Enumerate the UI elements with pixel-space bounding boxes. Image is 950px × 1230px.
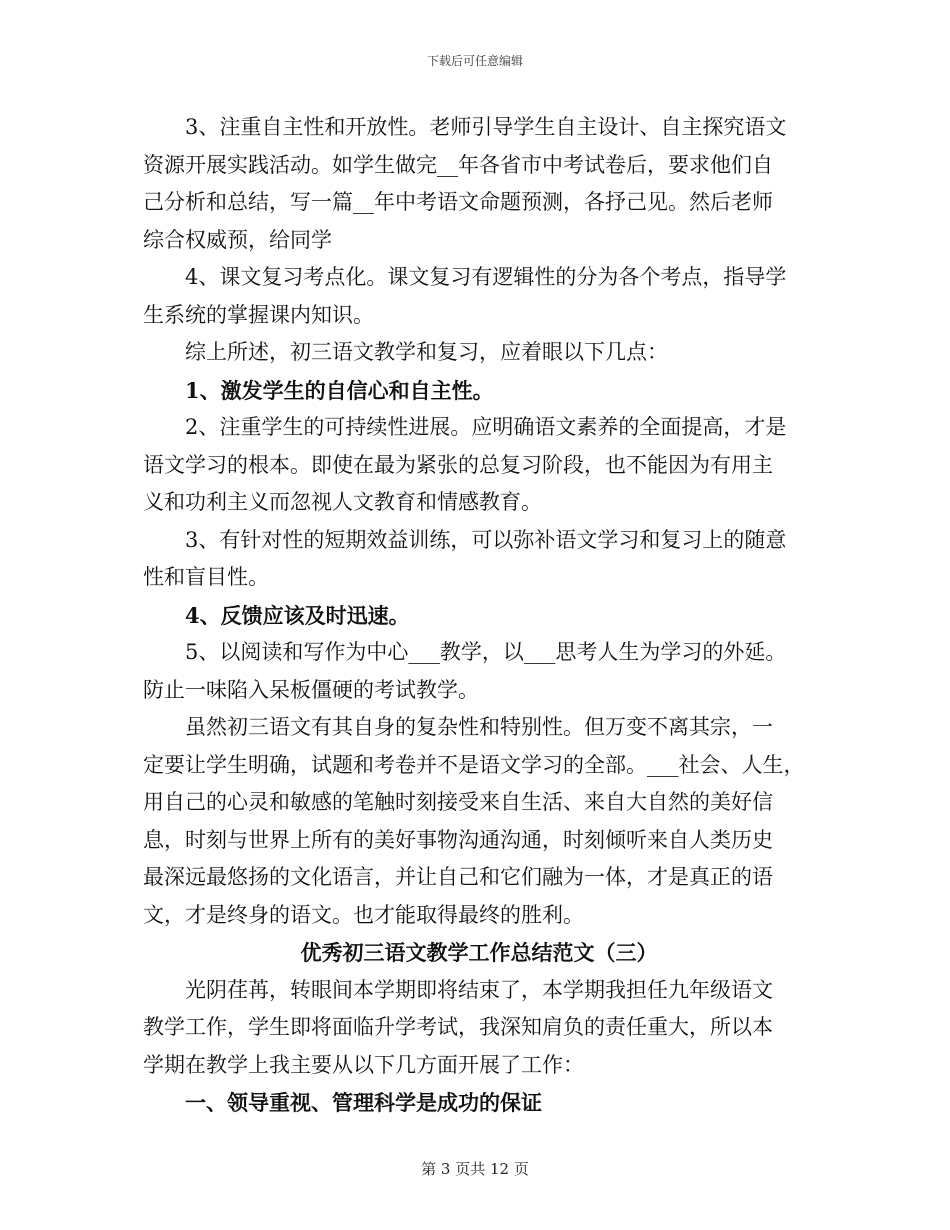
text-line: 定要让学生明确，试题和考卷并不是语文学习的全部。___社会、人生， [143,752,805,777]
text-line: 教学工作，学生即将面临升学考试，我深知肩负的责任重大，所以本 [143,1015,773,1039]
text-line: 用自己的心灵和敏感的笔触时刻接受来自生活、来自大自然的美好信 [143,790,773,814]
text-line: 学期在教学上我主要从以下几方面开展了工作： [143,1052,584,1077]
page-footer: 第 3 页共 12 页 [421,1160,529,1178]
text-line: 4、课文复习考点化。课文复习有逻辑性的分为各个考点，指导学 [143,265,787,289]
text-line: 综上所述，初三语文教学和复习，应着眼以下几点： [143,340,668,364]
section-title: 优秀初三语文教学工作总结范文（三） [300,940,658,965]
text-line: 息，时刻与世界上所有的美好事物沟通沟通，时刻倾听来自人类历史 [143,827,773,852]
text-line: 己分析和总结，写一篇__年中考语文命题预测，各抒己见。然后老师 [143,190,773,214]
text-line: 虽然初三语文有其自身的复杂性和特别性。但万变不离其宗，一 [143,715,773,739]
text-line: 生系统的掌握课内知识。 [143,302,374,327]
text-line: 资源开展实践活动。如学生做完__年各省市中考试卷后，要求他们自 [143,152,773,177]
text-line: 综合权威预，给同学 [143,227,332,252]
text-line: 文，才是终身的语文。也才能取得最终的胜利。 [143,902,584,927]
text-line: 3、有针对性的短期效益训练，可以弥补语文学习和复习上的随意 [143,527,787,552]
text-line: 性和盲目性。 [143,565,269,589]
bold-point-line: 4、反馈应该及时迅速。 [143,602,410,628]
text-line: 语文学习的根本。即使在最为紧张的总复习阶段，也不能因为有用主 [143,452,773,477]
document-body [143,109,815,1122]
text-line: 3、注重自主性和开放性。老师引导学生自主设计、自主探究语文 [143,115,787,139]
bold-point-line: 1、激发学生的自信心和自主性。 [143,377,494,403]
text-line: 义和功利主义而忽视人文教育和情感教育。 [143,490,542,514]
text-line: 防止一味陷入呆板僵硬的考试教学。 [143,677,479,702]
page-header: 下载后可任意编辑 [426,54,523,68]
text-line: 最深远最悠扬的文化语言，并让自己和它们融为一体，才是真正的语 [143,865,773,889]
text-line: 2、注重学生的可持续性进展。应明确语文素养的全面提高，才是 [143,415,787,439]
text-line: 光阴荏苒，转眼间本学期即将结束了，本学期我担任九年级语文 [143,977,773,1002]
section-subheading: 一、领导重视、管理科学是成功的保证 [143,1090,542,1115]
text-line: 5、以阅读和写作为中心___教学，以___思考人生为学习的外延。 [143,640,787,664]
